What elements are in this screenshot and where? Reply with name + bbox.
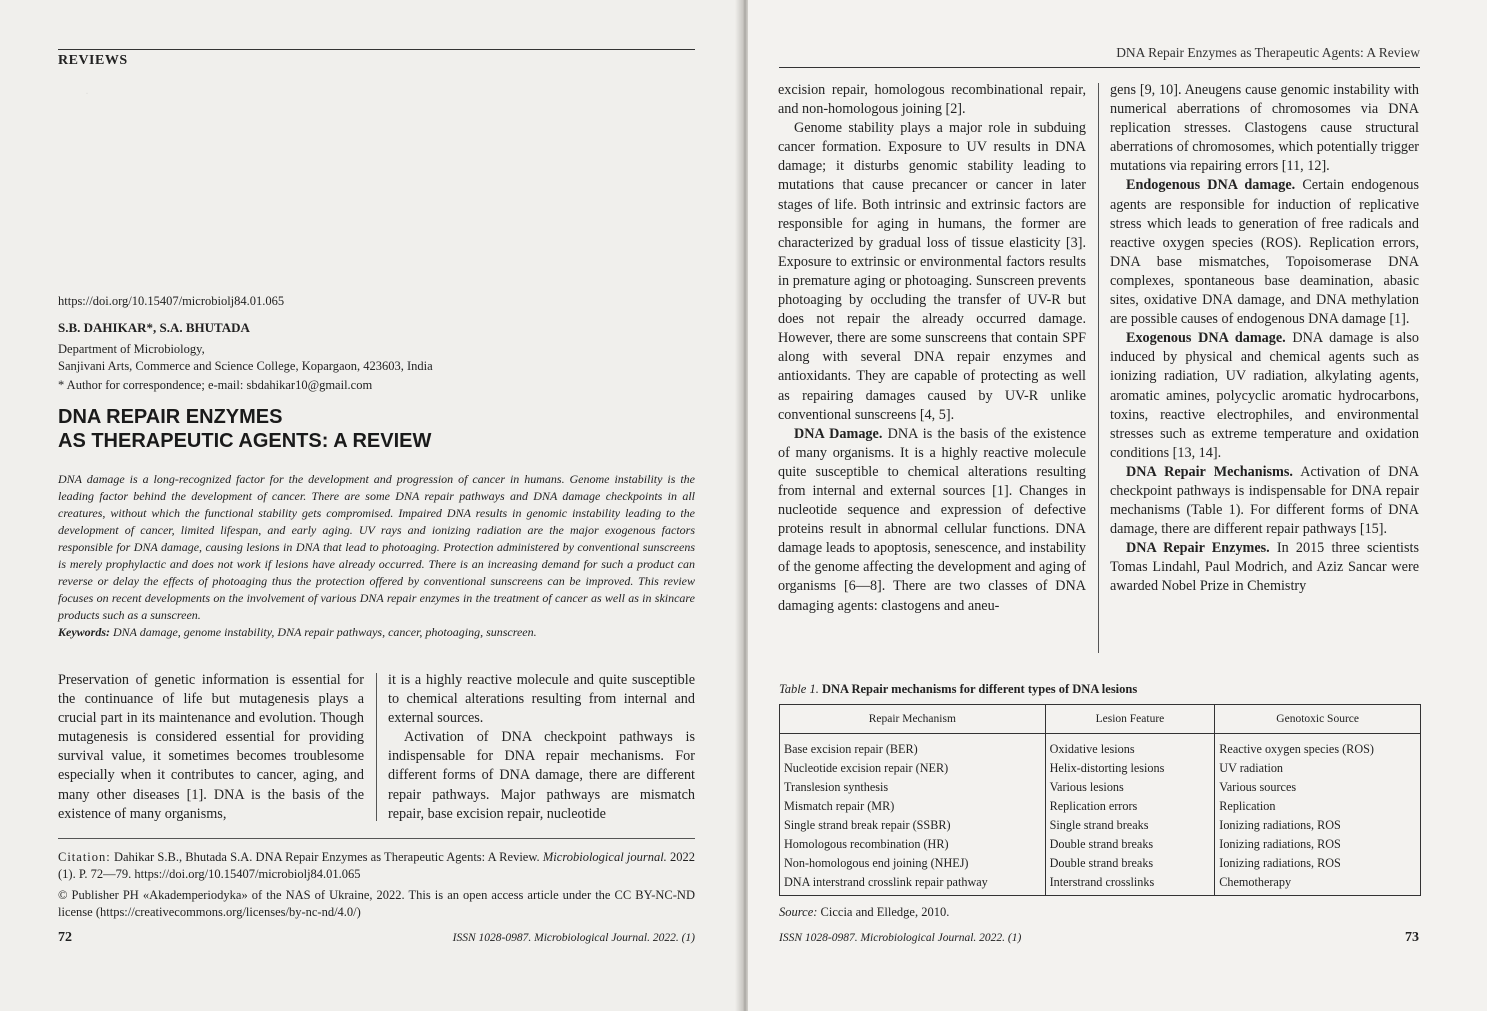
section-label: REVIEWS <box>58 53 128 68</box>
publisher-notice: © Publisher PH «Akademperiodyka» of the NAS of Ukraine, 2022. This is an open access article under the CC BY-NC-ND license (https://creativecommons.org/licenses/by-nc-nd/4.0/) <box>58 888 695 919</box>
keywords-list: DNA damage, genome instability, DNA repair pathways, cancer, photoaging, sunscreen. <box>113 625 537 639</box>
table-cell: Ionizing radiations, ROS <box>1215 854 1421 873</box>
title-line-1: DNA REPAIR ENZYMES <box>58 406 283 428</box>
table-cell: Ionizing radiations, ROS <box>1215 835 1421 854</box>
repair-mechanisms-table <box>779 704 1421 896</box>
table-source <box>779 905 949 920</box>
affiliation-institution: Sanjivani Arts, Commerce and Science College, Kopargaon, 423603, India <box>58 359 433 373</box>
table-row <box>780 816 1421 835</box>
source-text: Ciccia and Elledge, 2010. <box>820 905 950 919</box>
body-paragraph: gens [9, 10]. Aneugens cause genomic instability with numerical aberrations of chromosomes via DNA replication stresses. Clastogens cause structural aberrations of chromosomes, which potentially trigger mutations via repairing errors [11, 12]. <box>1110 82 1419 175</box>
correspondence-note: * Author for correspondence; e-mail: sbdahikar10@gmail.com <box>58 378 373 392</box>
issn-footer: ISSN 1028-0987. Microbiological Journal. 2022. (1) <box>779 932 1022 944</box>
table-row <box>780 759 1421 778</box>
column-divider <box>1098 83 1099 653</box>
table-cell: Mismatch repair (MR) <box>780 797 1046 816</box>
table-cell: Various lesions <box>1045 778 1215 797</box>
section-heading: Endogenous DNA damage. <box>1126 177 1296 194</box>
section-repair-enzymes: DNA Repair Enzymes. In 2015 three scientists Tomas Lindahl, Paul Modrich, and Aziz Sancar were awarded Nobel Prize in Chemistry <box>1110 540 1419 595</box>
right-column-2 <box>1110 81 1419 597</box>
table-row <box>780 734 1421 760</box>
table-row <box>780 797 1421 816</box>
table-title: DNA Repair mechanisms for different types of DNA lesions <box>821 682 1138 696</box>
table-cell: DNA interstrand crosslink repair pathway <box>780 873 1046 896</box>
section-heading: Exogenous DNA damage. <box>1126 330 1286 347</box>
table-caption <box>779 682 1137 697</box>
body-paragraph: excision repair, homologous recombinational repair, and non-homologous joining [2]. <box>778 82 1086 118</box>
right-column-1 <box>778 81 1086 616</box>
table-cell: Various sources <box>1215 778 1421 797</box>
body-column-2 <box>388 671 695 824</box>
article-title <box>58 405 431 453</box>
table-cell: Homologous recombination (HR) <box>780 835 1046 854</box>
table-cell: Double strand breaks <box>1045 835 1215 854</box>
header-rule <box>779 67 1420 68</box>
source-label: Source: <box>779 905 818 919</box>
table-cell: Replication <box>1215 797 1421 816</box>
table-row <box>780 778 1421 797</box>
body-paragraph: Preservation of genetic information is essential for the continuance of life but mutagenesis plays a crucial part in its maintenance and evolution. Though mutagenesis is considered essential for providing survival value, it sometimes becomes troublesome especially when it contributes to cancer, aging, and many other diseases [1]. DNA is the basis of the existence of many organisms, <box>58 672 364 822</box>
table-header-cell: Lesion Feature <box>1045 705 1215 734</box>
table-header-cell: Genotoxic Source <box>1215 705 1421 734</box>
citation-label: Citation: <box>58 850 111 864</box>
table-cell: Replication errors <box>1045 797 1215 816</box>
footer-rule <box>58 838 695 839</box>
body-paragraph: it is a highly reactive molecule and quite susceptible to chemical alterations resulting from internal and external sources. <box>388 672 695 727</box>
table-header-cell: Repair Mechanism <box>780 705 1046 734</box>
issn-footer: ISSN 1028-0987. Microbiological Journal. 2022. (1) <box>452 932 695 944</box>
keywords-label: Keywords: <box>58 625 110 639</box>
section-endogenous: Endogenous DNA damage. Certain endogenous agents are responsible for induction of replicative stress which leads to generation of free radicals and reactive oxygen species (ROS). Replication errors, DNA base mismatches, Topoisomerase DNA complexes, spontaneous base deamination, abasic sites, oxidative DNA damage, and DNA methylation are possible causes of endogenous DNA damage [1]. <box>1110 177 1419 328</box>
table-cell: Ionizing radiations, ROS <box>1215 816 1421 835</box>
table-cell: Double strand breaks <box>1045 854 1215 873</box>
section-heading: DNA Damage. <box>794 425 883 442</box>
citation-tail: 2022 (1). P. 72—79. https://doi.org/10.15407/microbiolj84.01.065 <box>58 850 696 881</box>
table-cell: Single strand breaks <box>1045 816 1215 835</box>
table-row <box>780 873 1421 896</box>
keywords <box>58 625 695 640</box>
section-repair-mechanisms: DNA Repair Mechanisms. Activation of DNA checkpoint pathways is indispensable for DNA repair mechanisms (Table 1). For different forms of DNA damage, there are different repair pathways [15]. <box>1110 463 1419 538</box>
table-cell: Reactive oxygen species (ROS) <box>1215 734 1421 760</box>
affiliation <box>58 341 433 375</box>
table-cell: Oxidative lesions <box>1045 734 1215 760</box>
page-number: 73 <box>1405 930 1419 945</box>
table-header-row <box>780 705 1421 734</box>
body-paragraph: Activation of DNA checkpoint pathways is indispensable for DNA repair mechanisms. For different forms of DNA damage, there are different repair pathways. Major pathways are mismatch repair, base excision repair, nucleotide <box>388 729 695 822</box>
table-cell: Nucleotide excision repair (NER) <box>780 759 1046 778</box>
column-divider <box>376 673 377 821</box>
table-cell: Interstrand crosslinks <box>1045 873 1215 896</box>
table-cell: Base excision repair (BER) <box>780 734 1046 760</box>
table-cell: Non-homologous end joining (NHEJ) <box>780 854 1046 873</box>
body-column-1 <box>58 671 364 824</box>
bleed-through-text: · <box>85 86 341 100</box>
page-number: 72 <box>58 930 72 945</box>
table-cell: UV radiation <box>1215 759 1421 778</box>
author-list: S.B. DAHIKAR*, S.A. BHUTADA <box>58 320 250 335</box>
section-dna-damage: DNA Damage. DNA is the basis of the existence of many organisms. It is a highly reactive molecule quite susceptible to chemical alterations resulting from internal and external sources [1]. Changes in nucleotide sequence and expression of defective proteins result in abnormal cellular functions. DNA damage leads to apoptosis, senescence, and instability of the genome affecting the development and aging of organisms [6—8]. There are two classes of DNA damaging agents: clastogens and aneu- <box>778 425 1087 614</box>
doi-link[interactable]: https://doi.org/10.15407/microbiolj84.01.065 <box>58 294 285 308</box>
citation <box>58 849 695 883</box>
table-cell: Helix-distorting lesions <box>1045 759 1215 778</box>
table-cell: Translesion synthesis <box>780 778 1046 797</box>
title-line-2: AS THERAPEUTIC AGENTS: A REVIEW <box>58 430 432 452</box>
citation-text: Dahikar S.B., Bhutada S.A. DNA Repair Enzymes as Therapeutic Agents: A Review. <box>113 850 540 864</box>
table-cell: Chemotherapy <box>1215 873 1421 896</box>
left-page <box>0 0 742 1011</box>
table-cell: Single strand break repair (SSBR) <box>780 816 1046 835</box>
header-rule <box>58 49 695 50</box>
affiliation-department: Department of Microbiology, <box>58 342 205 356</box>
section-exogenous: Exogenous DNA damage. DNA damage is also induced by physical and chemical agents such as ionizing radiation, UV radiation, alkylating agents, aromatic amines, polycyclic aromatic hydrocarbons, toxins, reactive electrophiles, and environmental stresses such as extreme temperature and oxidation conditions [13, 14]. <box>1110 330 1419 461</box>
table-row <box>780 835 1421 854</box>
running-head: DNA Repair Enzymes as Therapeutic Agents: A Review <box>1116 45 1420 60</box>
section-heading: DNA Repair Enzymes. <box>1126 540 1270 557</box>
abstract: DNA damage is a long-recognized factor for the development and progression of cancer in humans. Genome instability is the leading factor behind the development of cancer. There are some DNA repair pathways and DNA damage checkpoints in all creatures, without which the functional stability gets compromised. Impaired DNA results in genomic instability leading to the development of cancer, limited lifespan, and early aging. UV rays and ionizing radiation are the major exogenous factors responsible for DNA damage, causing lesions in DNA that lead to photoaging. Protection administered by conventional sunscreens is merely prophylactic and does not work if lesions have already occurred. There is an increasing demand for such a product can reverse or delay the effects of photoaging thus the protection offered by conventional sunscreens can be improved. This review focuses on recent developments on the involvement of various DNA repair enzymes in the treatment of cancer as well as in skincare products such as a sunscreen. <box>58 472 695 622</box>
table-row <box>780 854 1421 873</box>
section-heading: DNA Repair Mechanisms. <box>1126 463 1293 480</box>
citation-journal: Microbiological journal. <box>542 850 667 864</box>
table-label: Table 1. <box>779 682 819 696</box>
body-paragraph: Genome stability plays a major role in subduing cancer formation. Exposure to UV results in DNA damage; it disturbs genomic stability leading to mutations that cause precancer or cancer in later stages of life. Both intrinsic and extrinsic factors are responsible for aging in humans, the former are characterized by gradual loss of tissue elasticity [3]. Exposure to extrinsic or environmental factors results in premature aging or photoaging. Sunscreen prevents photoaging by occluding the transfer of UV-R but does not repair the already occurred damage. However, there are some sunscreens that contain SPF along with several DNA repair enzymes and antioxidants. They are capable of protecting as well as repairing damages caused by UV-R unlike conventional sunscreens [4, 5]. <box>778 120 1086 423</box>
